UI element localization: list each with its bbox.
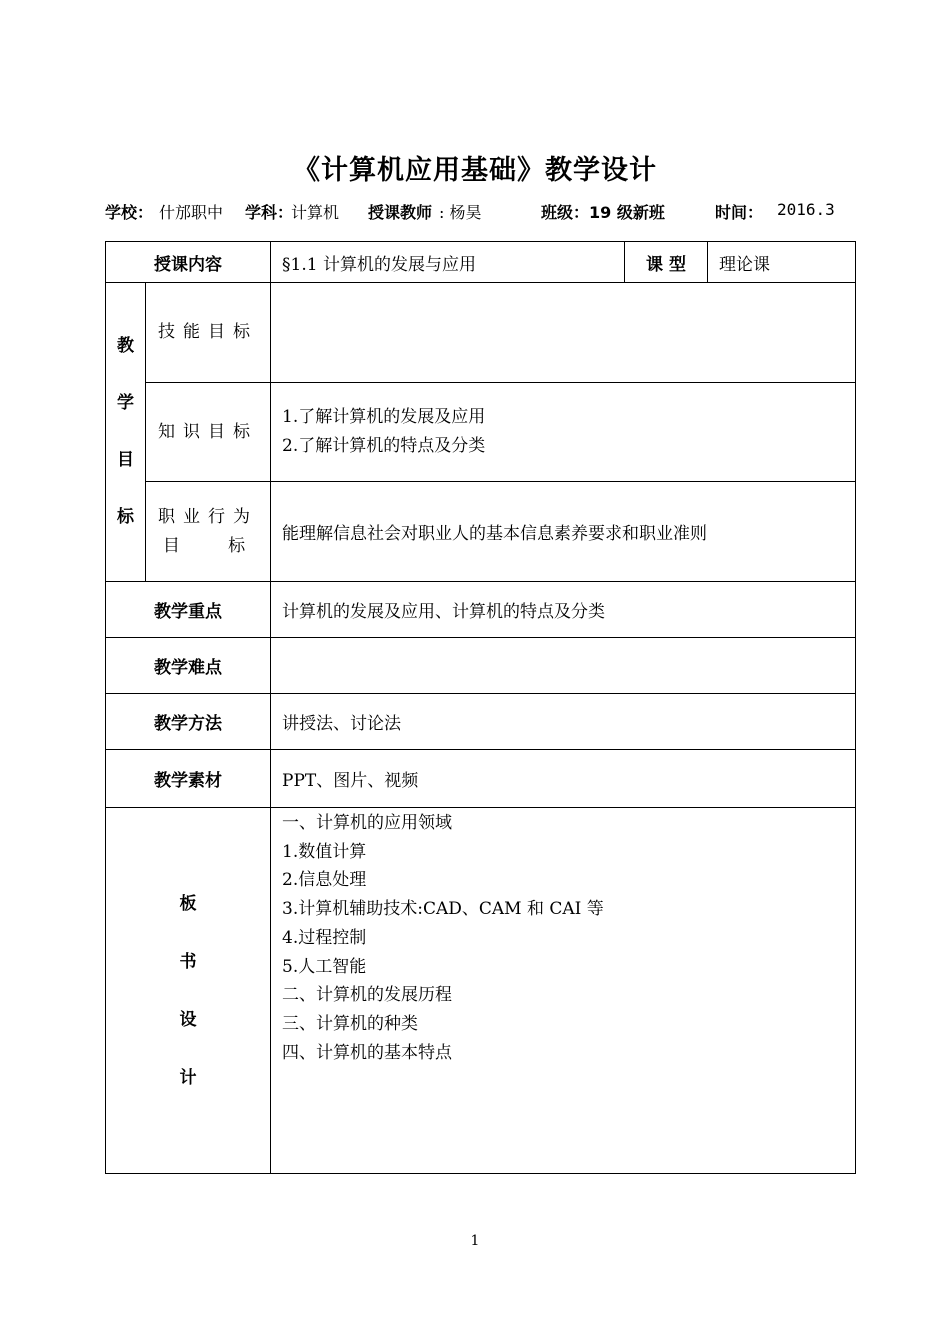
- material-row: [106, 750, 856, 808]
- board-line: 四、计算机的基本特点: [282, 1042, 452, 1063]
- knowledge-label: 知识目标: [146, 383, 271, 482]
- skill-label: 技能目标: [146, 283, 271, 383]
- method-value: 讲授法、讨论法: [271, 694, 856, 750]
- lesson-plan-table: [105, 241, 856, 1174]
- knowledge-line: 2.了解计算机的特点及分类: [282, 436, 486, 456]
- objectives-char: 学: [117, 393, 134, 413]
- page-number: 1: [470, 1233, 480, 1249]
- objectives-char: 目: [117, 450, 134, 470]
- material-value: PPT、图片、视频: [271, 750, 856, 808]
- time-value: 2016.3: [777, 200, 835, 219]
- school-label: 学校：: [105, 203, 154, 222]
- career-label-line: 目 标: [162, 535, 254, 556]
- board-content: [271, 808, 856, 1174]
- class-value: 19 级新班: [589, 203, 665, 222]
- teacher-value: : 杨昊: [439, 203, 482, 222]
- difficult-row: [106, 638, 856, 694]
- board-line: 二、计算机的发展历程: [282, 985, 452, 1006]
- meta-line: [105, 200, 865, 224]
- career-row: [106, 482, 856, 582]
- method-label: 教学方法: [106, 694, 271, 750]
- career-label-line: 职业行为: [158, 506, 258, 527]
- school-value: 什邡职中: [159, 203, 224, 222]
- key-row: [106, 582, 856, 638]
- board-line: 2.信息处理: [282, 870, 367, 891]
- document-title: 《计算机应用基础》教学设计: [293, 155, 657, 186]
- class-label: 班级：: [541, 203, 590, 222]
- type-value: 理论课: [708, 242, 856, 283]
- board-char: 计: [179, 1067, 197, 1088]
- board-line: 1.数值计算: [282, 841, 367, 862]
- board-label: [106, 808, 271, 1174]
- difficult-label: 教学难点: [106, 638, 271, 694]
- knowledge-value: [271, 383, 856, 482]
- board-row: [106, 808, 856, 1174]
- difficult-value: [271, 638, 856, 694]
- skill-row: [106, 283, 856, 383]
- board-char: 设: [179, 1009, 197, 1030]
- content-row: [106, 242, 856, 283]
- subject-value: 计算机: [291, 203, 340, 222]
- method-row: [106, 694, 856, 750]
- board-char: 书: [179, 951, 197, 972]
- content-label: 授课内容: [106, 242, 271, 283]
- subject-label: 学科：: [245, 203, 294, 222]
- board-line: 一、计算机的应用领域: [282, 813, 452, 833]
- objectives-char: 标: [117, 507, 134, 527]
- board-line: 3.计算机辅助技术:CAD、CAM 和 CAI 等: [282, 899, 604, 920]
- skill-value: [271, 283, 856, 383]
- key-value: 计算机的发展及应用、计算机的特点及分类: [271, 582, 856, 638]
- knowledge-row: [106, 383, 856, 482]
- time-label: 时间：: [715, 203, 764, 222]
- board-line: 4.过程控制: [282, 927, 367, 948]
- board-line: 5.人工智能: [282, 956, 367, 977]
- material-label: 教学素材: [106, 750, 271, 808]
- content-value: §1.1 计算机的发展与应用: [271, 242, 625, 283]
- knowledge-line: 1.了解计算机的发展及应用: [282, 407, 486, 428]
- career-value: 能理解信息社会对职业人的基本信息素养要求和职业准则: [271, 482, 856, 582]
- teacher-label: 授课教师: [368, 203, 433, 222]
- key-label: 教学重点: [106, 582, 271, 638]
- type-label: 课 型: [625, 242, 708, 283]
- board-line: 三、计算机的种类: [282, 1013, 418, 1034]
- objectives-char: 教: [117, 336, 134, 356]
- objectives-label: [106, 283, 146, 582]
- career-label: [146, 482, 271, 582]
- board-char: 板: [179, 893, 197, 914]
